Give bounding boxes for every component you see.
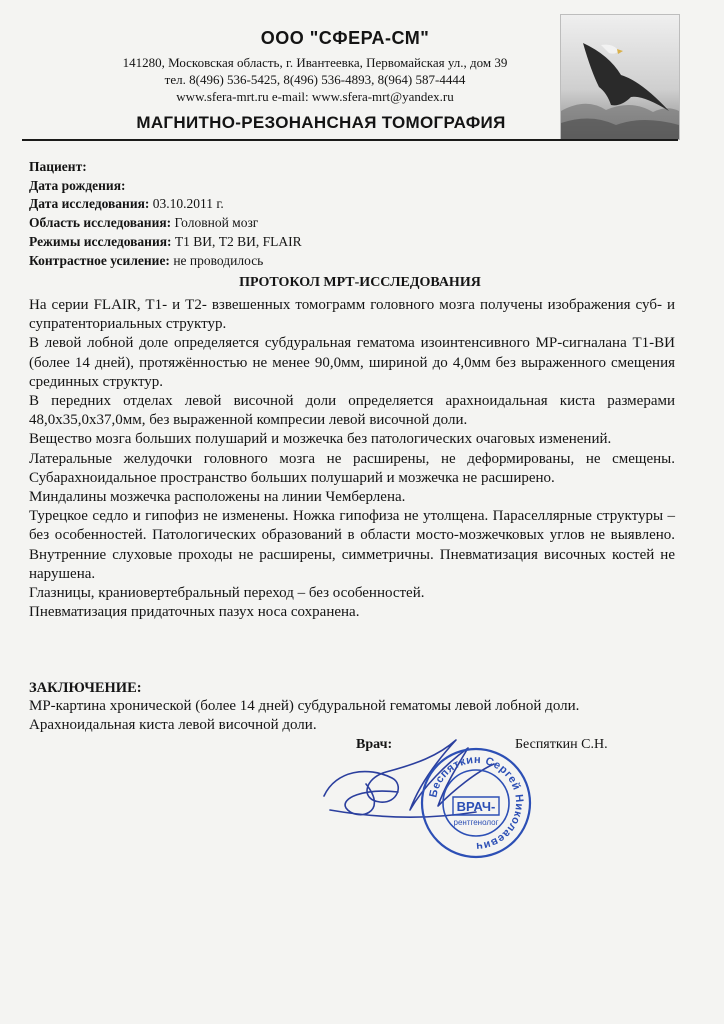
birthdate-label: Дата рождения: (29, 178, 126, 193)
company-name: ООО "СФЕРА-СМ" (260, 28, 430, 48)
area-value: Головной мозг (174, 215, 259, 230)
report-paragraph: Глазницы, краниовертебральный переход – без особенностей. (29, 585, 425, 602)
doctor-stamp-icon (418, 745, 534, 861)
header-divider (22, 139, 678, 141)
report-paragraph: На серии FLAIR, T1- и T2- взвешенных томограмм головного мозга получены изображения суб- и супратенториальных структур. (29, 297, 675, 333)
eagle-logo-icon (560, 14, 680, 140)
area-field (29, 215, 258, 231)
conclusion-line: МР-картина хронической (более 14 дней) субдуральной гематомы левой лобной доли. (29, 698, 580, 714)
contrast-value: не проводилось (173, 253, 264, 268)
contrast-field (29, 253, 263, 269)
modes-label: Режимы исследования: (29, 234, 172, 249)
report-paragraph: Латеральные желудочки головного мозга не расширены, не деформированы, не смещены. Субарахноидальное пространство больших полушарий и мозжечка не расширено. (29, 450, 675, 486)
protocol-title: ПРОТОКОЛ МРТ-ИССЛЕДОВАНИЯ (239, 275, 481, 290)
patient-label: Пациент: (29, 159, 87, 174)
report-paragraph: Миндалины мозжечка расположены на линии Чемберлена. (29, 489, 406, 506)
study-date-label: Дата исследования: (29, 196, 150, 211)
area-label: Область исследования: (29, 215, 172, 230)
report-paragraph: Пневматизация придаточных пазух носа сохранена. (29, 604, 360, 621)
main-title: МАГНИТНО-РЕЗОНАНСНАЯ ТОМОГРАФИЯ (136, 113, 506, 132)
doctor-label: Врач: (356, 737, 393, 752)
birthdate-field (29, 178, 126, 194)
conclusion-heading: ЗАКЛЮЧЕНИЕ: (29, 680, 142, 696)
report-paragraph: В левой лобной доле определяется субдуральная гематома изоинтенсивного МР-сигналана Т1-ВИ (более 14 дней), протяжённостью не менее 90,0мм, шириной до 4,0мм без выраженного смещения срединных структур. (29, 335, 675, 390)
stamp-center-title: ВРАЧ- (456, 799, 496, 814)
report-paragraph: Турецкое седло и гипофиз не изменены. Ножка гипофиза не утолщена. Параселлярные структуры – без особенностей. Патологических образований в области мосто-мозжечковых углов не выявлено. Внутренние слуховые проходы не расширены, симметричны. Пневматизация височных костей не нарушена. (29, 508, 675, 582)
conclusion-line: Арахноидальная киста левой височной доли. (29, 717, 317, 733)
modes-field (29, 234, 302, 250)
stamp-ring-text: Беспяткин Сергей Николаевич (427, 753, 526, 853)
company-address: 141280, Московская область, г. Ивантеевка, Первомайская ул., дом 39 (122, 55, 508, 70)
contrast-label: Контрастное усиление: (29, 253, 170, 268)
report-body (29, 296, 675, 622)
doctor-name: Беспяткин С.Н. (515, 737, 608, 752)
study-date-field (29, 196, 224, 212)
patient-field (29, 159, 87, 175)
company-phones: тел. 8(496) 536-5425, 8(496) 536-4893, 8(964) 587-4444 (164, 72, 466, 87)
modes-value: T1 ВИ, T2 ВИ, FLAIR (174, 234, 302, 249)
study-date-value: 03.10.2011 г. (152, 196, 224, 211)
company-web: www.sfera-mrt.ru e-mail: www.sfera-mrt@yandex.ru (176, 89, 454, 104)
report-paragraph: В передних отделах левой височной доли определяется арахноидальная киста размерами 48,0х35,0х37,0мм, без выраженной компресии левой височной доли. (29, 393, 675, 429)
eagle-photo-icon (561, 15, 679, 139)
stamp-center-subtitle: рентгенолог (453, 818, 499, 827)
report-paragraph: Вещество мозга больших полушарий и мозжечка без патологических очаговых изменений. (29, 431, 612, 448)
